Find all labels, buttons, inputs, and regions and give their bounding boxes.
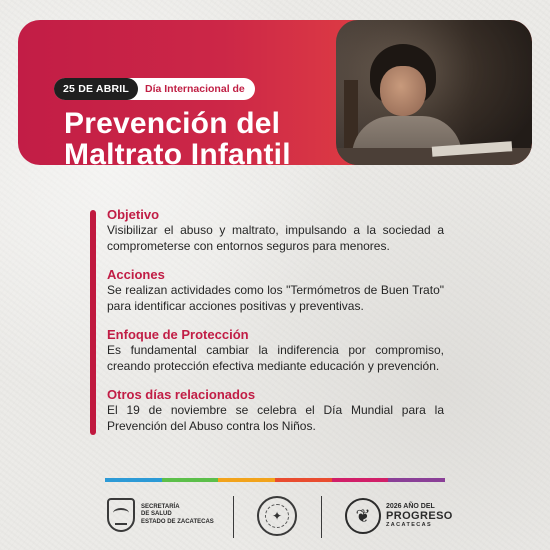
child-photo	[336, 20, 532, 165]
date-caption: Día Internacional de	[145, 83, 245, 95]
color-strip-segment	[332, 478, 389, 482]
color-strip-segment	[162, 478, 219, 482]
page-title	[64, 108, 291, 165]
section-acciones	[107, 267, 444, 314]
section-body: Es fundamental cambiar la indiferencia por compromiso, creando protección efectiva mediante educación y prevención.	[107, 343, 444, 373]
section-body: Se realizan actividades como los "Termómetros de Buen Trato" para identificar acciones positivas y preventivas.	[107, 283, 444, 313]
seal-icon: ✦	[257, 496, 297, 536]
content-sections	[107, 207, 444, 447]
date-badge: 25 DE ABRIL	[54, 78, 138, 100]
footer-divider	[321, 496, 322, 538]
header-banner	[18, 20, 532, 165]
title-line-2: Maltrato Infantil	[64, 138, 291, 165]
progreso-text: 2026 AÑO DEL PROGRESO ZACATECAS	[386, 503, 453, 528]
section-otros-dias	[107, 387, 444, 434]
salud-text: SECRETARÍA DE SALUD ESTADO DE ZACATECAS	[141, 503, 214, 525]
color-strip	[105, 478, 445, 482]
section-heading: Enfoque de Protección	[107, 327, 249, 342]
section-enfoque	[107, 327, 444, 374]
color-strip-segment	[105, 478, 162, 482]
date-pill	[54, 78, 255, 100]
color-strip-segment	[388, 478, 445, 482]
section-objetivo	[107, 207, 444, 254]
section-body: El 19 de noviembre se celebra el Día Mundial para la Prevención del Abuso contra los Niños.	[107, 403, 444, 433]
footer-divider	[233, 496, 234, 538]
footer-logos	[105, 492, 453, 542]
color-strip-segment	[275, 478, 332, 482]
shield-icon	[107, 498, 135, 532]
title-line-1: Prevención del	[64, 107, 281, 140]
section-heading: Otros días relacionados	[107, 387, 256, 402]
salud-logo	[107, 498, 214, 532]
section-body: Visibilizar el abuso y maltrato, impulsando a la sociedad a comprometerse con entornos seguros para menores.	[107, 223, 444, 253]
progreso-logo	[345, 498, 453, 534]
color-strip-segment	[218, 478, 275, 482]
section-heading: Acciones	[107, 267, 165, 282]
dove-icon: ❦	[345, 498, 381, 534]
section-heading: Objetivo	[107, 207, 160, 222]
accent-bar	[90, 210, 96, 435]
